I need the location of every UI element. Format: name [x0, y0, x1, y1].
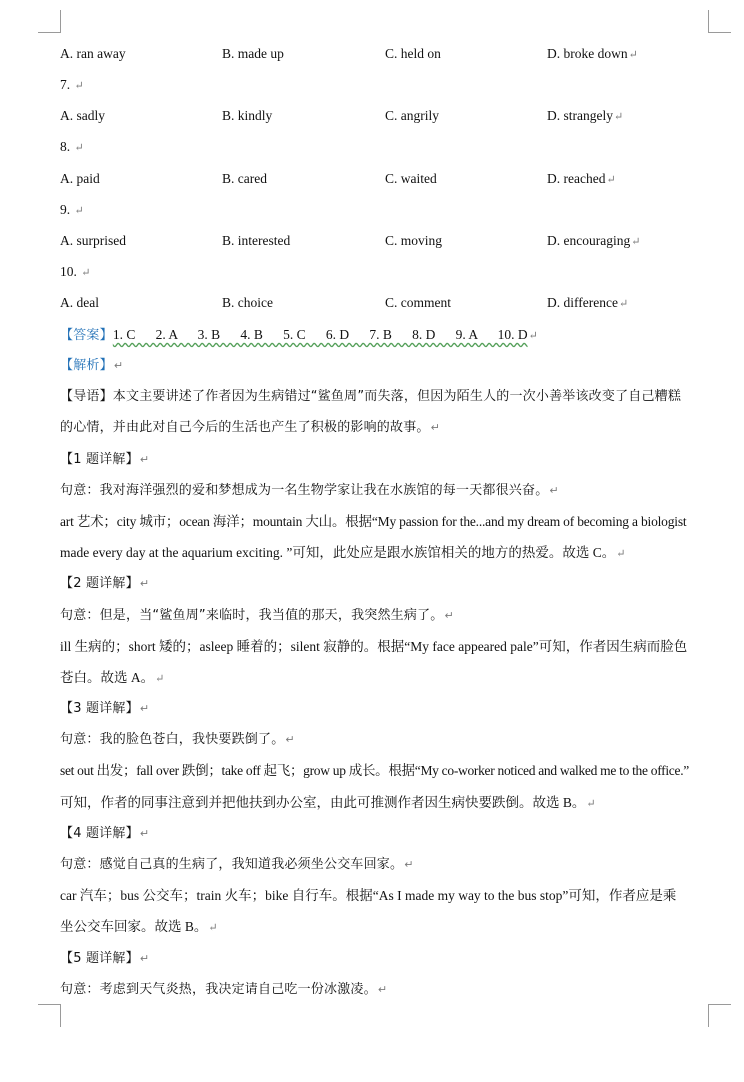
option-d: D. broke down↵ — [547, 46, 638, 61]
option-d: D. difference↵ — [547, 295, 629, 310]
detail-3-line-2: 可知，作者的同事注意到并把他扶到办公室，由此可推测作者因生病快要跌倒。故选 B。↵ — [60, 795, 596, 810]
guide-line-1: 【导语】本文主要讲述了作者因为生病错过“鲨鱼周”而失落，但因为陌生人的一次小善举该改变了自己糟糕 — [60, 389, 682, 404]
option-b: B. interested — [222, 233, 291, 248]
detail-4-line-1: car 汽车；bus 公交车；train 火车；bike 自行车。根据“As I made my way to the bus stop”可知，作者应是乘 — [60, 888, 677, 903]
option-b: B. cared — [222, 171, 267, 186]
option-b: B. choice — [222, 295, 273, 310]
option-c: C. angrily — [385, 108, 439, 123]
crop-mark-top-right — [708, 10, 731, 33]
detail-1-meaning: 句意：我对海洋强烈的爱和梦想成为一名生物学家让我在水族馆的每一天都很兴奋。↵ — [60, 483, 559, 498]
detail-2-line-1: ill 生病的；short 矮的；asleep 睡着的；silent 寂静的。根据“My face appeared pale”可知，作者因生病而脸色 — [60, 639, 688, 654]
question-8-number: 8. ↵ — [60, 139, 84, 154]
option-c: C. moving — [385, 233, 443, 248]
option-d: D. reached↵ — [547, 171, 616, 186]
question-9-number: 9. ↵ — [60, 202, 84, 217]
detail-2-meaning: 句意：但是，当“鲨鱼周”来临时，我当值的那天，我突然生病了。↵ — [60, 608, 454, 623]
option-a: A. sadly — [60, 108, 105, 123]
detail-4-line-2: 坐公交车回家。故选 B。↵ — [60, 919, 218, 934]
option-c: C. held on — [385, 46, 441, 61]
detail-1-heading: 【1 题详解】↵ — [60, 452, 150, 467]
detail-2-line-2: 苍白。故选 A。↵ — [60, 670, 165, 685]
answer-text: 1. C 2. A 3. B 4. B 5. C 6. D 7. B 8. D 9. A 10. D — [112, 327, 528, 342]
crop-mark-bottom-right — [708, 1004, 731, 1027]
option-a: A. paid — [60, 171, 100, 186]
option-a: A. ran away — [60, 46, 126, 61]
detail-4-meaning: 句意：感觉自己真的生病了，我知道我必须坐公交车回家。↵ — [60, 857, 414, 872]
detail-5-heading: 【5 题详解】↵ — [60, 951, 150, 966]
detail-3-line-1: set out 出发；fall over 跌倒；take off 起飞；grow up 成长。根据“My co-worker noticed and walked me to the office.” — [60, 763, 689, 778]
analysis-label: 【解析】↵ — [60, 358, 124, 373]
detail-5-meaning: 句意：考虑到天气炎热，我决定请自己吃一份冰激凌。↵ — [60, 982, 388, 997]
option-c: C. waited — [385, 171, 437, 186]
detail-3-meaning: 句意：我的脸色苍白，我快要跌倒了。↵ — [60, 732, 295, 747]
answer-label: 【答案】 — [60, 328, 113, 343]
question-10-number: 10. ↵ — [60, 264, 91, 279]
detail-1-line-2: made every day at the aquarium exciting. ”可知，此处应是跟水族馆相关的地方的热爱。故选 C。↵ — [60, 545, 626, 560]
detail-4-heading: 【4 题详解】↵ — [60, 826, 150, 841]
option-c: C. comment — [385, 295, 451, 310]
option-b: B. made up — [222, 46, 284, 61]
detail-1-line-1: art 艺术；city 城市；ocean 海洋；mountain 大山。根据“My passion for the...and my dream of becoming a biologist — [60, 514, 687, 529]
option-a: A. surprised — [60, 233, 126, 248]
guide-line-2: 的心情，并由此对自己今后的生活也产生了积极的影响的故事。↵ — [60, 420, 441, 435]
detail-2-heading: 【2 题详解】↵ — [60, 576, 150, 591]
crop-mark-bottom-left — [38, 1004, 61, 1027]
option-d: D. strangely↵ — [547, 108, 624, 123]
option-a: A. deal — [60, 295, 99, 310]
option-b: B. kindly — [222, 108, 273, 123]
crop-mark-top-left — [38, 10, 61, 33]
answer-line: 【答案】1. C 2. A 3. B 4. B 5. C 6. D 7. B 8. D 9. A 10. D↵ — [60, 327, 538, 343]
detail-3-heading: 【3 题详解】↵ — [60, 701, 150, 716]
question-7-number: 7. ↵ — [60, 77, 84, 92]
option-d: D. encouraging↵ — [547, 233, 641, 248]
